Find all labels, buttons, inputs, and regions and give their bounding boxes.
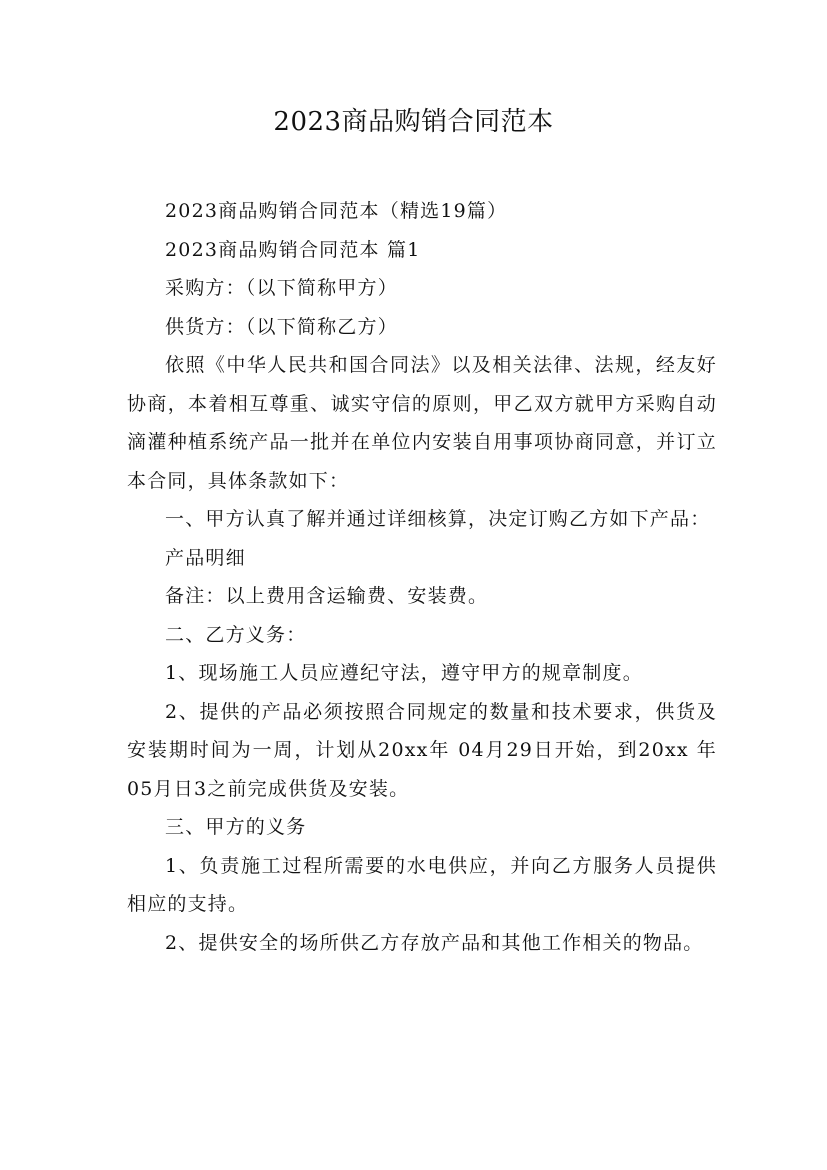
paragraph-buyer: 采购方：（以下简称甲方） (165, 277, 398, 299)
paragraph-clause-3-item-1: 1、负责施工过程所需要的水电供应，并向乙方服务人员提供相应的支持。 (127, 854, 717, 915)
paragraph-section-heading: 2023商品购销合同范本 篇1 (165, 238, 421, 261)
paragraph-clause-3: 三、甲方的义务 (165, 816, 307, 838)
paragraph-subtitle: 2023商品购销合同范本（精选19篇） (165, 200, 508, 222)
document-title: 2023商品购销合同范本 (273, 107, 554, 137)
paragraph-supplier: 供货方：（以下简称乙方） (165, 315, 398, 338)
paragraph-clause-2-item-1: 1、现场施工人员应遵纪守法，遵守甲方的规章制度。 (165, 662, 643, 684)
paragraph-note: 备注：以上费用含运输费、安装费。 (165, 585, 489, 607)
paragraph-clause-2-item-2: 2、提供的产品必须按照合同规定的数量和技术要求，供货及安装期时间为一周，计划从20xx年 04月29日开始，到20xx 年 05月日3之前完成供货及安装。 (127, 700, 717, 800)
paragraph-clause-2: 二、乙方义务： (165, 623, 307, 646)
paragraph-preamble: 依照《中华人民共和国合同法》以及相关法律、法规，经友好协商，本着相互尊重、诚实守信的原则，甲乙双方就甲方采购自动滴灌种植系统产品一批并在单位内安装自用事项协商同意，并订立本合同，具体条款如下： (127, 354, 717, 492)
paragraph-clause-1: 一、甲方认真了解并通过详细核算，决定订购乙方如下产品： (165, 508, 711, 530)
document-body (127, 192, 717, 962)
paragraph-product-details: 产品明细 (165, 546, 246, 569)
paragraph-clause-3-item-2: 2、提供安全的场所供乙方存放产品和其他工作相关的物品。 (165, 931, 704, 954)
